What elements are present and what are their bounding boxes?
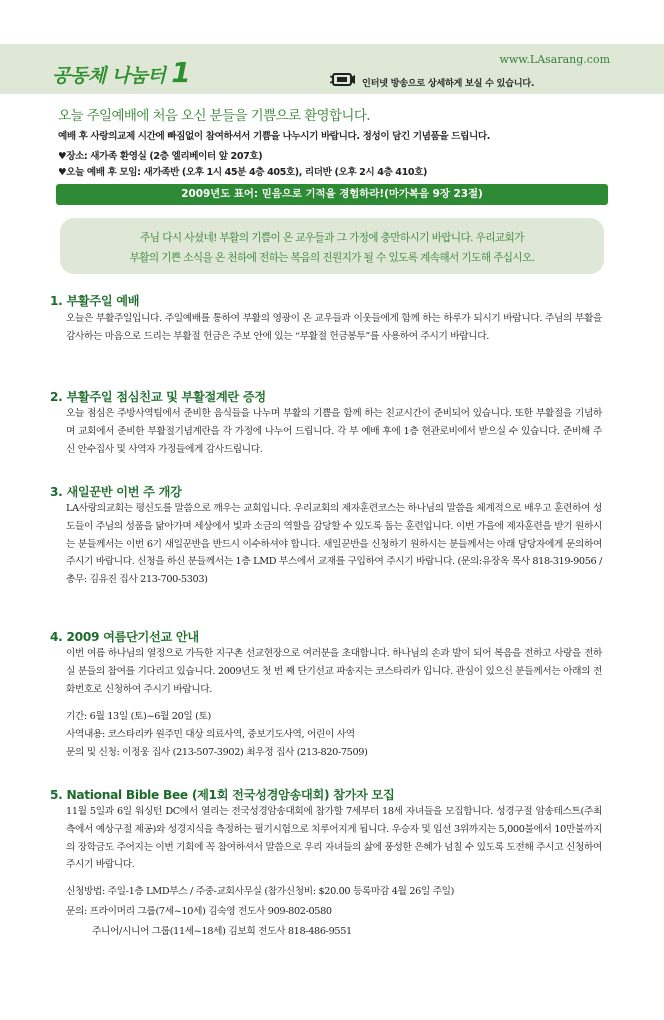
welcome-meeting: ♥오늘 예배 후 모임: 새가족반 (오후 1시 45분 4층 405호), 리더반 (오후 2시 4층 410호) [58, 167, 427, 178]
section-body-2: 오늘 점심은 주방사역팀에서 준비한 음식들을 나누며 부활의 기쁨을 함께 하는 친교시간이 준비되어 있습니다. 또한 부활절을 기념하며 교회에서 준비한 부활절기념계란을 각 가정에 나누어 드립니다. 각 부 예배 후에 1층 현관로비에서 받으실 수 있습니다. 준비해 주신 안수집사 및 사역자 가정들에게 감사드립니다. [66, 408, 602, 455]
welcome-line-1: 예배 후 사랑의교제 시간에 빠짐없이 참여하셔서 기쁨을 나누시기 바랍니다. 정성이 담긴 기념품을 드립니다. [58, 131, 490, 142]
notice-line-1: 주님 다시 사셨네! 부활의 기쁨이 온 교우들과 그 가정에 충만하시기 바랍니다. 우리교회가 [140, 232, 524, 244]
section-body-3: LA사랑의교회는 평신도를 말씀으로 깨우는 교회입니다. 우리교회의 제자훈련코스는 하나님의 말씀을 체계적으로 배우고 훈련하여 성도들이 주님의 성품을 닮아가며 세상에서 빛과 소금의 역할을 감당할 수 있도록 돕는 훈련입니다. 이번 가을에 제자훈련을 받기 원하시는 분들께서는 이번 6기 새일꾼반을 반드시 이수하셔야 합니다. 새일꾼반을 신청하기 원하시는 분들께서는 아래 담당자에게 문의하여 주시기 바랍니다. 신청을 하신 분들께서는 1층 LMD 부스에서 교재를 구입하여 주시기 바랍니다. (문의:유장옥 목사 818-319-9056 / 총무: 김유진 집사 213-700-5303) [66, 503, 602, 586]
page-title-text: 공동체 나눔터 [52, 65, 166, 87]
section-title-2: 2. 부활주일 점심친교 및 부활절계란 증정 [50, 390, 266, 404]
section-title-4: 4. 2009 여름단기선교 안내 [50, 630, 199, 644]
page-number: 1 [171, 56, 191, 89]
mission-contact: 문의 및 신청: 이정웅 집사 (213-507-3902) 최우정 집사 (213-820-7509) [66, 747, 368, 758]
section-body-5: 11월 5일과 6일 워싱턴 DC에서 열리는 전국성경암송대회에 참가할 7세부터 18세 자녀들을 모집합니다. 성경구절 암송테스트(주최측에서 예상구절 제공)와 성경지식을 측정하는 필기시험으로 치루어지게 됩니다. 우승자 및 입선 3위까지는 5,000불에서 10만불까지의 장학금도 주어지는 이번 기회에 꼭 참여하셔서 말씀으로 우리 자녀들의 삶에 풍성한 은혜가 넘칠 수 있도록 도전해 주시고 신청하여 주시기 바랍니다. [66, 806, 602, 871]
website-url[interactable]: www.LAsarang.com [499, 53, 610, 66]
bible-bee-contact-2: 주니어/시니어 그룹(11세~18세) 김보희 전도사 818-486-9551 [92, 926, 352, 937]
bible-bee-contact-1: 문의: 프라이머리 그룹(7세~10세) 김숙영 전도사 909-802-0580 [66, 906, 332, 917]
mission-period: 기간: 6월 13일 (토)~6월 20일 (토) [66, 711, 211, 722]
welcome-headline: 오늘 주일예배에 처음 오신 분들을 기쁨으로 환영합니다. [58, 108, 370, 124]
bible-bee-apply: 신청방법: 주일-1층 LMD부스 / 주중-교회사무실 (참가신청비: $20.00 등록마감 4월 26일 주일) [66, 886, 455, 897]
easter-notice [60, 218, 604, 274]
section-body-1: 오늘은 부활주일입니다. 주일예배를 통하여 부활의 영광이 온 교우들과 이웃들에게 함께 하는 하루가 되시기 바랍니다. 주님의 부활을 감사하는 마음으로 드리는 부활절 헌금은 주보 안에 있는 “부활절 헌금봉투”를 사용하여 주시기 바랍니다. [66, 313, 602, 342]
section-title-3: 3. 새일꾼반 이번 주 개강 [50, 485, 182, 499]
notice-line-2: 부활의 기쁜 소식을 온 천하에 전하는 복음의 진원지가 될 수 있도록 계속해서 기도해 주십시오. [129, 252, 535, 264]
section-body-4: 이번 여름 하나님의 열정으로 가득한 지구촌 선교현장으로 여러분을 초대합니다. 하나님의 손과 발이 되어 복음을 전하고 사랑을 전하실 분들의 참여를 기다리고 있습니다. 2009년도 첫 번 째 단기선교 파송지는 코스타리카 입니다. 관심이 있으신 분들께서는 아래의 전화번호로 신청하여 주시기 바랍니다. [66, 648, 602, 695]
mission-ministry: 사역내용: 코스타리카 원주민 대상 의료사역, 중보기도사역, 어린이 사역 [66, 729, 355, 740]
page-title [52, 56, 190, 89]
motto-bar [56, 184, 608, 205]
tv-icon [330, 72, 356, 87]
motto-text: 2009년도 표어: 믿음으로 기적을 경험하라! [181, 188, 385, 200]
welcome-location: ♥장소: 새가족 환영실 (2층 엘리베이터 앞 207호) [58, 151, 263, 162]
broadcast-note: 인터넷 방송으로 상세하게 보실 수 있습니다. [362, 78, 535, 89]
motto-reference: (마가복음 9장 23절) [384, 188, 483, 200]
section-title-1: 1. 부활주일 예배 [50, 294, 140, 308]
section-title-5: 5. National Bible Bee (제1회 전국성경암송대회) 참가자 모집 [50, 788, 395, 802]
